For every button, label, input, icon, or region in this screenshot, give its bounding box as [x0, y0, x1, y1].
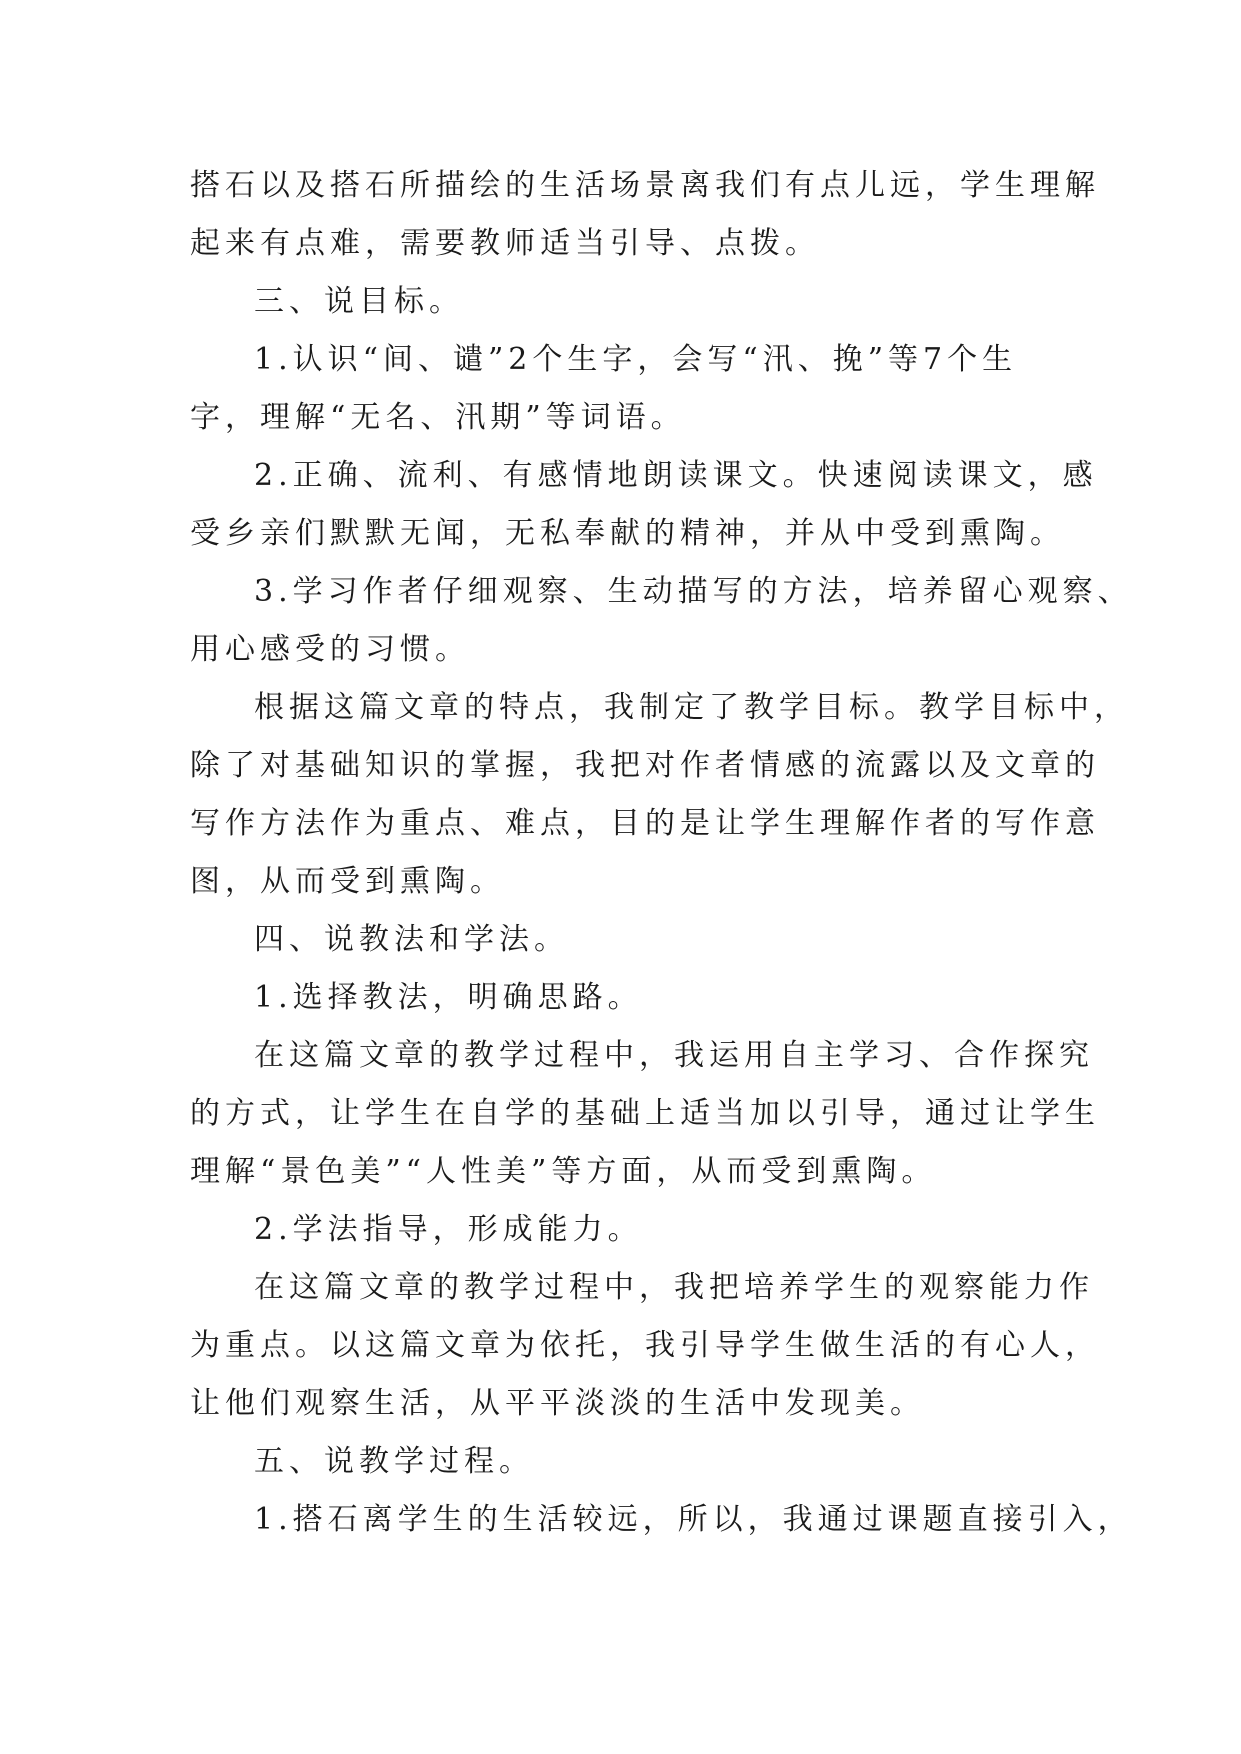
- text-line: 起来有点难，需要教师适当引导、点拨。: [190, 226, 820, 261]
- text-line: 根据这篇文章的特点，我制定了教学目标。教学目标中，: [254, 690, 1129, 725]
- text-line: 用心感受的习惯。: [190, 632, 470, 667]
- text-line: 让他们观察生活，从平平淡淡的生活中发现美。: [190, 1386, 925, 1421]
- text-line: 图，从而受到熏陶。: [190, 864, 505, 899]
- text-line: 的方式，让学生在自学的基础上适当加以引导，通过让学生: [190, 1096, 1100, 1131]
- text-line: 2.正确、流利、有感情地朗读课文。快速阅读课文，感: [254, 458, 1098, 493]
- text-line: 除了对基础知识的掌握，我把对作者情感的流露以及文章的: [190, 748, 1100, 783]
- section-heading: 五、说教学过程。: [254, 1444, 534, 1479]
- text-line: 搭石以及搭石所描绘的生活场景离我们有点儿远，学生理解: [190, 168, 1100, 203]
- text-line: 1.选择教法，明确思路。: [254, 980, 643, 1015]
- text-line: 1.认识“间、谴”2个生字，会写“汛、挽”等7个生: [254, 342, 1018, 377]
- text-line: 在这篇文章的教学过程中，我运用自主学习、合作探究: [254, 1038, 1094, 1073]
- text-line: 受乡亲们默默无闻，无私奉献的精神，并从中受到熏陶。: [190, 516, 1065, 551]
- text-line: 2.学法指导，形成能力。: [254, 1212, 643, 1247]
- text-line: 1.搭石离学生的生活较远，所以，我通过课题直接引入，: [254, 1502, 1133, 1537]
- section-heading: 三、说目标。: [254, 284, 464, 319]
- text-line: 字，理解“无名、汛期”等词语。: [190, 400, 686, 435]
- section-heading: 四、说教法和学法。: [254, 922, 569, 957]
- text-line: 3.学习作者仔细观察、生动描写的方法，培养留心观察、: [254, 574, 1133, 609]
- text-line: 写作方法作为重点、难点，目的是让学生理解作者的写作意: [190, 806, 1100, 841]
- text-line: 为重点。以这篇文章为依托，我引导学生做生活的有心人，: [190, 1328, 1100, 1363]
- text-line: 在这篇文章的教学过程中，我把培养学生的观察能力作: [254, 1270, 1094, 1305]
- text-line: 理解“景色美”“人性美”等方面，从而受到熏陶。: [190, 1154, 937, 1189]
